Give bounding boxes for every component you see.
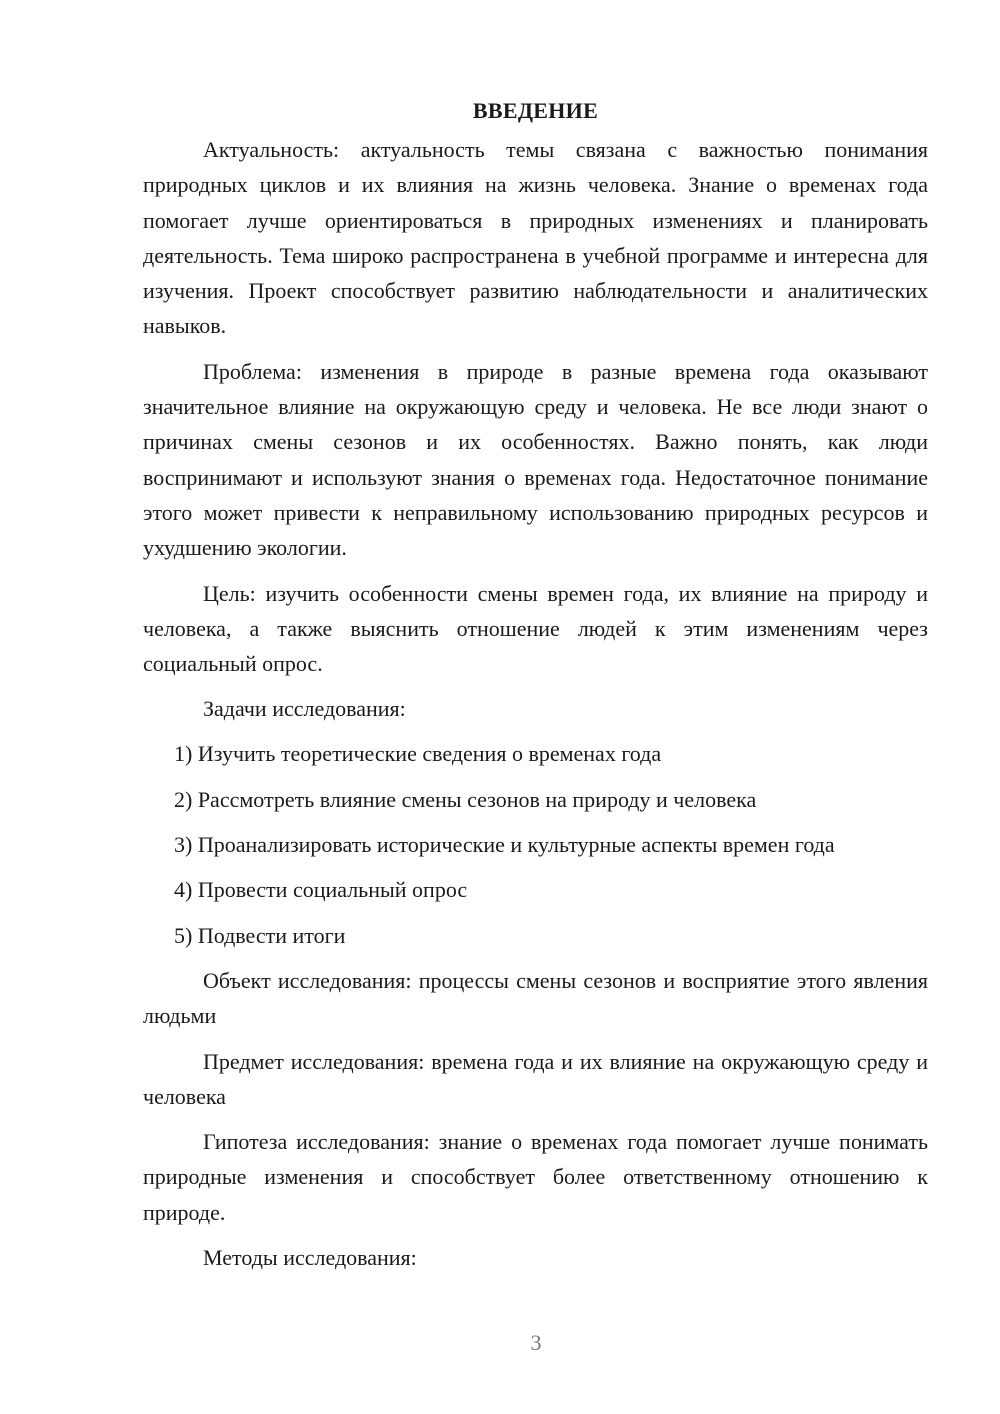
task-item: 5) Подвести итоги — [174, 922, 346, 948]
research-object-paragraph: Объект исследования: процессы смены сезонов и восприятие этого явления людьми — [143, 967, 928, 1029]
goal-paragraph: Цель: изучить особенности смены времен года, их влияние на природу и человека, а также выяснить отношение людей к этим изменениям через социальный опрос. — [143, 580, 928, 677]
tasks-heading: Задачи исследования: — [203, 696, 406, 722]
task-item: 4) Провести социальный опрос — [174, 877, 468, 903]
task-item: 3) Проанализировать исторические и культурные аспекты времен года — [174, 832, 835, 858]
page-content — [143, 93, 928, 1285]
research-subject-paragraph: Предмет исследования: времена года и их влияние на окружающую среду и человека — [143, 1048, 928, 1109]
page-number: 3 — [530, 1330, 542, 1355]
tasks-list — [143, 736, 928, 952]
methods-heading: Методы исследования: — [203, 1245, 417, 1271]
relevance-paragraph: Актуальность: актуальность темы связана с важностью понимания природных циклов и их влияния на жизнь человека. Знание о временах года помогает лучше ориентироваться в природных изменениях и планировать деятельность. Тема широко распространена в учебной программе и интересна для изучения. Проект способствует развитию наблюдательности и аналитических навыков. — [143, 137, 928, 339]
problem-paragraph: Проблема: изменения в природе в разные времена года оказывают значительное влияние на окружающую среду и человека. Не все люди знают о причинах смены сезонов и их особенностях. Важно понять, как люди воспринимают и используют знания о временах года. Недостаточное понимание этого может привести к неправильному использованию природных ресурсов и ухудшению экологии. — [143, 358, 928, 561]
task-item: 2) Рассмотреть влияние смены сезонов на природу и человека — [174, 786, 757, 812]
hypothesis-paragraph: Гипотеза исследования: знание о временах года помогает лучше понимать природные изменения и способствует более ответственному отношению к природе. — [143, 1129, 928, 1225]
section-title: ВВЕДЕНИЕ — [472, 98, 599, 123]
task-item: 1) Изучить теоретические сведения о временах года — [174, 741, 662, 767]
